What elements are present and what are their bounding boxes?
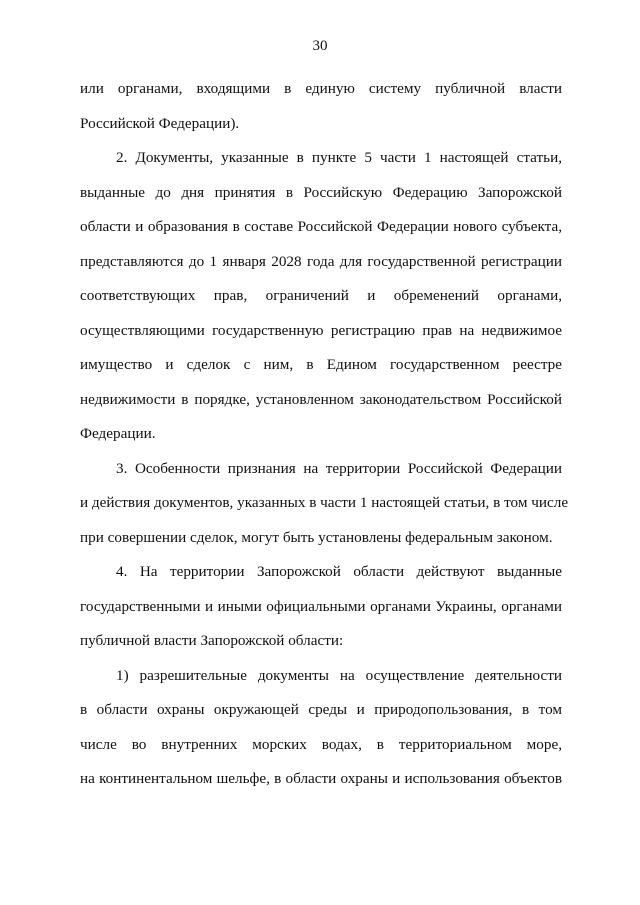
text-line: 2. Документы, указанные в пункте 5 части 1 настоящей статьи, xyxy=(116,149,562,166)
text-line: 1) разрешительные документы на осуществление деятельности xyxy=(116,666,562,684)
page-number: 30 xyxy=(312,38,328,54)
paragraph-item-3 xyxy=(80,452,569,556)
text-line: числе во внутренних морских водах, в территориальном море, xyxy=(80,735,562,753)
text-line: или органами, входящими в единую систему публичной власти xyxy=(80,80,562,97)
text-line: соответствующих прав, ограничений и обременений органами, xyxy=(80,287,562,304)
paragraph-subitem-1 xyxy=(80,659,562,797)
text-line: и действия документов, указанных в части 1 настоящей статьи, в том числе xyxy=(80,494,569,511)
text-line: имущество и сделок с ним, в Едином государственном реестре xyxy=(80,356,562,373)
text-line: при совершении сделок, могут быть установлены федеральным законом. xyxy=(80,528,553,546)
paragraph-item-2 xyxy=(80,141,562,452)
text-line: Российской Федерации). xyxy=(80,114,240,132)
paragraph-continuation xyxy=(80,72,562,141)
text-line: 4. На территории Запорожской области действуют выданные xyxy=(116,563,562,580)
text-line: области и образования в составе Российской Федерации нового субъекта, xyxy=(80,218,562,235)
text-line: публичной власти Запорожской области: xyxy=(80,632,344,649)
paragraph-item-4 xyxy=(80,555,562,659)
text-line: выданные до дня принятия в Российскую Федерацию Запорожской xyxy=(80,183,562,201)
text-line: на континентальном шельфе, в области охраны и использования объектов xyxy=(80,770,562,787)
text-line: представляются до 1 января 2028 года для государственной регистрации xyxy=(80,252,562,270)
text-line: осуществляющими государственную регистрацию прав на недвижимое xyxy=(80,321,562,339)
text-line: Федерации. xyxy=(80,425,156,442)
text-line: недвижимости в порядке, установленном законодательством Российской xyxy=(80,390,562,408)
document-body xyxy=(80,72,569,797)
text-line: 3. Особенности признания на территории Российской Федерации xyxy=(116,459,562,477)
text-line: государственными и иными официальными органами Украины, органами xyxy=(80,597,562,615)
text-line: в области охраны окружающей среды и природопользования, в том xyxy=(80,701,562,718)
